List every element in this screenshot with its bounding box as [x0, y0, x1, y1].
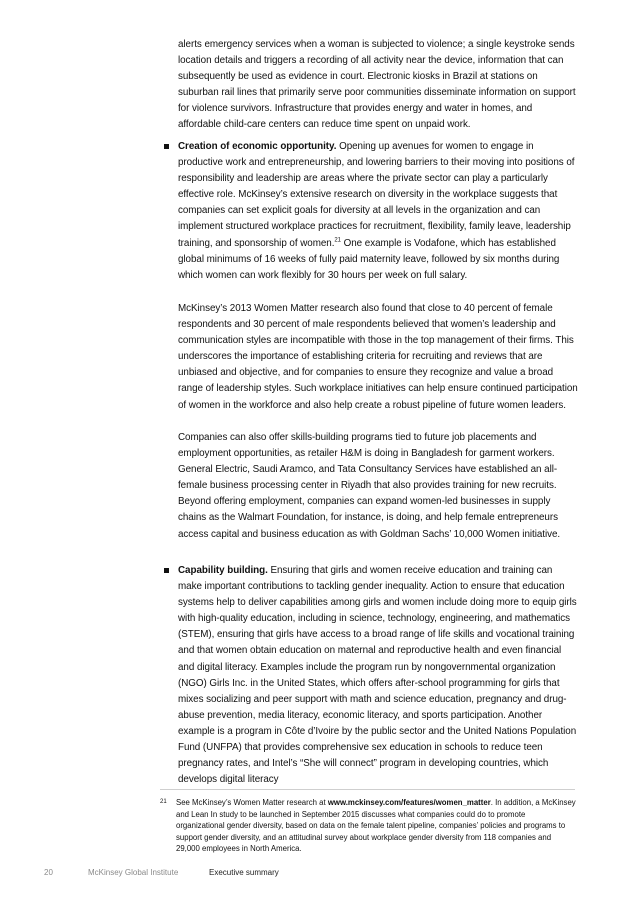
footnote-number: 21	[160, 799, 167, 805]
bullet-economic-opportunity	[160, 139, 580, 284]
bullet-text	[178, 563, 578, 788]
footnote-divider	[160, 789, 575, 790]
bullet-square-icon	[164, 144, 169, 149]
publication-name: McKinsey Global Institute	[88, 868, 179, 877]
paragraph-women-matter-2013: McKinsey’s 2013 Women Matter research also found that close to 40 percent of female respondents and 30 percent of male respondents believed that women’s leadership and communication styles are incompatible with those in the top management of their firms. This underscores the importance of establishing criteria for recruiting and reviews that are unbiased and objective, and for companies to ensure they recognize and value a broad range of leadership styles. Such workplace initiatives can help ensure continued participation of women in the workforce and also help create a robust pipeline of future women leaders.	[178, 303, 578, 411]
footnote-text-part: . In addition, a McKinsey and Lean In study to be launched in September 2015 discusses what companies could do to promote organizational gender diversity, based on data on the female talent pipeline, companies’ policies and programs to support gender diversity, and an attitudinal survey about workplace gender diversity from 118 companies and 29,000 employees in North America.	[176, 798, 576, 853]
footnote-text-part: See McKinsey’s Women Matter research at	[176, 798, 328, 807]
bullet-square-icon	[164, 568, 169, 573]
bullet-capability-building	[160, 563, 580, 788]
section-name: Executive summary	[209, 868, 279, 877]
paragraph-violence-services: alerts emergency services when a woman is subjected to violence; a single keystroke sends location details and triggers a recording of all activity near the device, information that can subsequently be used as evidence in court. Electronic kiosks in Brazil at stations on suburban rail lines that primarily serve poor communities disseminate information on support for violence survivors. Infrastructure that provides energy and water in homes, and affordable child-care centers can reduce time spent on unpaid work.	[178, 39, 576, 131]
bullet-title: Creation of economic opportunity.	[178, 141, 337, 152]
footnote-reference[interactable]: 21	[334, 237, 341, 244]
footnote-text	[176, 797, 576, 855]
page-number: 20	[44, 868, 53, 877]
bullet-text	[178, 139, 578, 284]
footnote	[160, 797, 580, 855]
bullet-title: Capability building.	[178, 565, 268, 576]
bullet-body-continued: One example is Vodafone, which has established global minimums of 16 weeks of fully paid maternity leave, followed by six months during which women can work flexibly for 30 hours per week on full salary.	[178, 237, 560, 281]
paragraph-skills-building: Companies can also offer skills-building programs tied to future job placements and employment opportunities, as retailer H&M is doing in Bangladesh for garment workers. General Electric, Saudi Aramco, and Tata Consultancy Services have established an all-female business processing center in Riyadh that also provides training for new recruits. Beyond offering employment, companies can expand women-led businesses in supply chains as the Walmart Foundation, for instance, is doing, and help female entrepreneurs access capital and business education as with Goldman Sachs’ 10,000 Women initiative.	[178, 432, 561, 540]
bullet-body: Opening up avenues for women to engage in productive work and entrepreneurship, and lowering barriers to their moving into positions of responsibility and leadership are areas where the private sector can play a particularly effective role. McKinsey’s extensive research on diversity in the workplace suggests that companies can set explicit goals for diversity at all levels in the organization and can implement structured workplace practices for recruitment, flexibility, family leave, leadership training, and sponsorship of women.	[178, 141, 575, 249]
footnote-link[interactable]: www.mckinsey.com/features/women_matter	[327, 798, 491, 807]
bullet-body: Ensuring that girls and women receive education and training can make important contributions to tackling gender inequality. Action to ensure that education systems help to deliver capabilities among girls and women include doing more to equip girls with high-quality education, including in science, technology, engineering, and mathematics (STEM), ensuring that girls have access to a broad range of life skills and vocational training and that women obtain education on maternal and reproductive health and even financial and digital literacy. Examples include the program run by nongovernmental organization (NGO) Girls Inc. in the United States, which offers after-school programming for girls that mixes socializing and peer support with math and science education, pregnancy and drug-abuse prevention, media literacy, economic literacy, and sports participation. Another example is a program in Côte d’Ivoire by the public sector and the United Nations Population Fund (UNFPA) that provides comprehensive sex education in schools to reduce teen pregnancy rates, and Intel’s “She will connect” program in developing countries, which develops digital literacy	[178, 565, 577, 786]
